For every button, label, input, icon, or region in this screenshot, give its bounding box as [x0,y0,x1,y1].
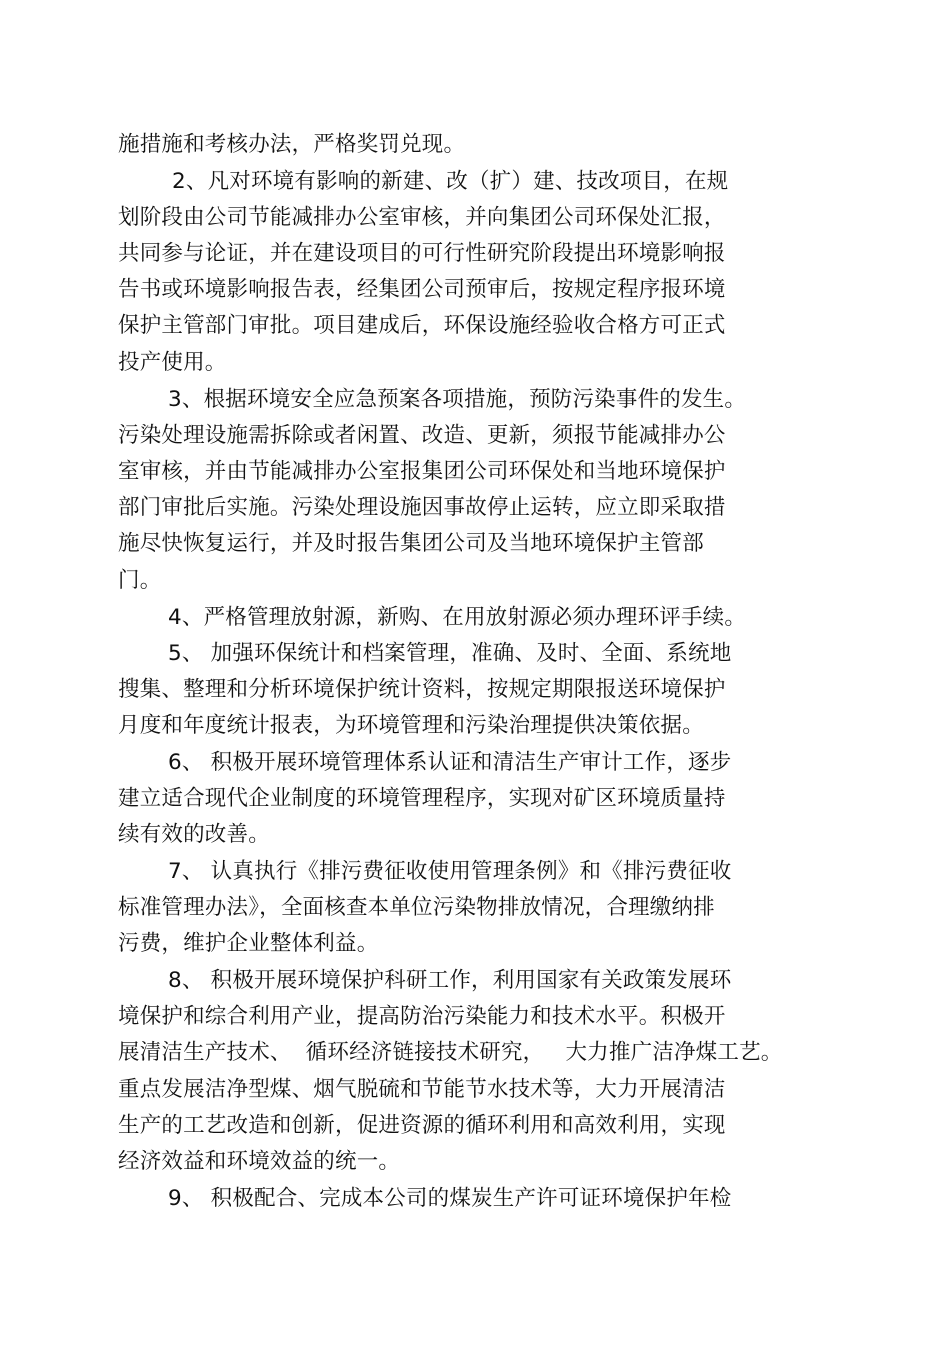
text-line: 室审核，并由节能减排办公室报集团公司环保处和当地环境保护 [118,459,726,484]
text-line: 保护主管部门审批。项目建成后，环保设施经验收合格方可正式 [118,313,726,338]
text-line: 展清洁生产技术、 循环经济链接技术研究， 大力推广洁净煤工艺。 [118,1040,783,1065]
paragraph-7-start: 7、 认真执行《排污费征收使用管理条例》和《排污费征收 [168,859,732,884]
text-line: 部门审批后实施。污染处理设施因事故停止运转，应立即采取措 [118,495,726,520]
paragraph-6-start: 6、 积极开展环境管理体系认证和清洁生产审计工作，逐步 [168,750,732,775]
text-line: 月度和年度统计报表，为环境管理和污染治理提供决策依据。 [118,713,704,738]
text-line: 重点发展洁净型煤、烟气脱硫和节能节水技术等，大力开展清洁 [118,1077,726,1102]
text-line: 标准管理办法》，全面核查本单位污染物排放情况，合理缴纳排 [118,895,715,920]
text-line: 共同参与论证，并在建设项目的可行性研究阶段提出环境影响报 [118,241,726,266]
text-line: 续有效的改善。 [118,822,270,847]
paragraph-9-start: 9、 积极配合、完成本公司的煤炭生产许可证环境保护年检 [168,1186,732,1211]
text-line: 施尽快恢复运行，并及时报告集团公司及当地环境保护主管部 [118,531,704,556]
text-line: 搜集、整理和分析环境保护统计资料，按规定期限报送环境保护 [118,677,726,702]
text-line: 境保护和综合利用产业，提高防治污染能力和技术水平。积极开 [118,1004,726,1029]
text-line: 施措施和考核办法，严格奖罚兑现。 [118,132,466,157]
paragraph-3-start: 3、根据环境安全应急预案各项措施，预防污染事件的发生。 [168,387,747,412]
paragraph-4: 4、严格管理放射源，新购、在用放射源必须办理环评手续。 [168,605,747,630]
text-line: 门。 [118,568,162,593]
paragraph-5-start: 5、 加强环保统计和档案管理，准确、及时、全面、系统地 [168,641,732,666]
text-line: 建立适合现代企业制度的环境管理程序，实现对矿区环境质量持 [118,786,726,811]
text-line: 生产的工艺改造和创新，促进资源的循环利用和高效利用，实现 [118,1113,726,1138]
paragraph-8-start: 8、 积极开展环境保护科研工作，利用国家有关政策发展环 [168,968,732,993]
text-line: 经济效益和环境效益的统一。 [118,1149,401,1174]
text-line: 投产使用。 [118,350,227,375]
text-line: 污费，维护企业整体利益。 [118,931,379,956]
text-line: 告书或环境影响报告表，经集团公司预审后，按规定程序报环境 [118,277,726,302]
text-line: 划阶段由公司节能减排办公室审核，并向集团公司环保处汇报， [118,205,726,230]
text-line: 污染处理设施需拆除或者闲置、改造、更新，须报节能减排办公 [118,423,726,448]
paragraph-2-start: 2、凡对环境有影响的新建、改（扩）建、技改项目，在规 [172,169,729,194]
